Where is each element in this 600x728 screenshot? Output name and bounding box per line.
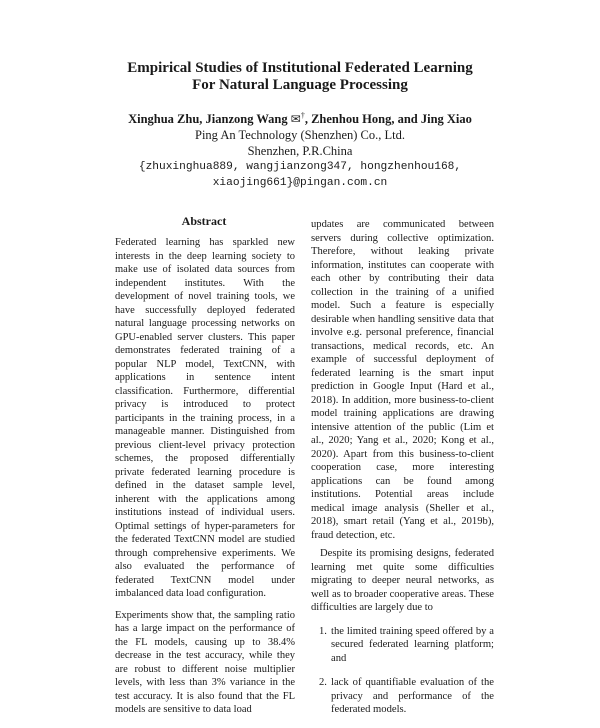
paper-title	[0, 60, 600, 94]
abstract-paragraph-2: Experiments show that, the sampling ratio has a large impact on the performance of the FL models, causing up to 38.4% decrease in the test accuracy, while they are robust to different noise multiplier levels, with less than 3% variance in the test accuracy. It is also found that the FL models are sensitive to data load	[115, 609, 295, 715]
affiliation: Ping An Technology (Shenzhen) Co., Ltd.	[195, 128, 405, 143]
intro-paragraph-1: updates are communicated between servers during collective optimization. Therefore, without leaking private information, institutes can cooperate with each other by contributing their data collection in the training of a unified model. Such a feature is especially desirable when handling sensitive data that involve e.g. personal preference, financial transactions, medical records, etc. An example of successful deployment of federated learning is the smart input prediction in Google Input (Hard et al., 2018). In addition, more business-to-client model training applications are drawing intensive attention of the public (Lim et al., 2020; Yang et al., 2020; Kong et al., 2020). Apart from this business-to-client cooperation case, more interesting applications can be found among institutions. Potential areas include medical image analysis (Sheller et al., 2018), smart retail (Yang et al., 2019b), fraud detection, etc.	[311, 219, 494, 541]
list-item	[311, 625, 494, 666]
location: Shenzhen, P.R.China	[247, 144, 353, 159]
abstract-paragraph-1: Federated learning has sparkled new interests in the deep learning society to make use of isolated data sources from independent institutes. With the development of novel training tools, we have successfully deployed federated natural language processing networks on GPU-enabled server clusters. This paper demonstrates federated training of a popular NLP model, TextCNN, with applications in sentence intent classification. Furthermore, differential privacy is introduced to protect participants in the training process, in a manageable manner. Distinguished from previous client-level privacy protection schemes, the proposed differentially private federated learning procedure is defined in the dataset sample level, inherent with the applications among institutions instead of individual users. Optimal settings of hyper-parameters for the federated TextCNN model are studied through comprehensive experiments. We also evaluated the performance of federated TextCNN model under imbalanced data load configuration.	[115, 237, 295, 599]
title-line-1: Empirical Studies of Institutional Federated Learning	[127, 60, 473, 76]
dagger-mark: †	[300, 111, 305, 120]
author-names: Xinghua Zhu, Jianzong Wang ✉†, Zhenhou Hong, and Jing Xiao	[128, 111, 472, 127]
difficulty-list	[311, 625, 494, 717]
author-3: Zhenhou Hong	[311, 112, 392, 127]
emails-line-2: xiaojing661}@pingan.com.cn	[212, 177, 388, 190]
intro-paragraph-2: Despite its promising designs, federated learning met quite some difficulties migrating to deeper neural networks, as well as to broader cooperative areas. These difficulties are largely due to	[311, 548, 494, 613]
list-item-number: 2.	[319, 677, 327, 688]
author-1: Xinghua Zhu	[128, 112, 200, 127]
list-item-text: lack of quantifiable evaluation of the privacy and performance of the federated models.	[331, 677, 494, 715]
list-item-number: 1.	[319, 625, 327, 637]
list-item-text: the limited training speed offered by a secured federated learning platform; and	[331, 625, 494, 664]
list-item	[311, 676, 494, 717]
introduction-column	[311, 218, 494, 728]
author-block	[0, 108, 600, 191]
title-line-2: For Natural Language Processing	[192, 77, 408, 93]
envelope-icon: ✉	[290, 112, 301, 127]
author-4: Jing Xiao	[420, 112, 472, 127]
author-2: Jianzong Wang	[205, 112, 288, 127]
abstract-heading: Abstract	[181, 214, 227, 228]
abstract-column	[115, 236, 295, 725]
emails-line-1: {zhuxinghua889, wangjianzong347, hongzhenhou168,	[138, 161, 462, 174]
